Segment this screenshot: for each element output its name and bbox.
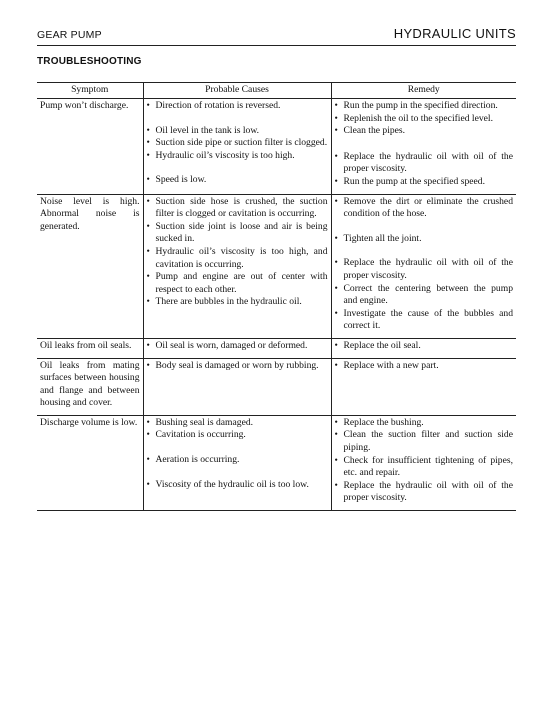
cause-item: • Direction of rotation is reversed.: [147, 100, 328, 113]
cause-item: • Suction side joint is loose and air is being sucked in.: [147, 221, 328, 246]
causes-cell: [143, 415, 331, 510]
remedy-item: • Replace the hydraulic oil with oil of the proper viscosity.: [335, 257, 514, 282]
symptom-cell: Pump won’t discharge.: [37, 99, 143, 195]
remedy-cell: [331, 194, 516, 338]
remedy-item: • Replace the hydraulic oil with oil of the proper viscosity.: [335, 151, 514, 176]
remedy-item: • Clean the suction filter and suction side piping.: [335, 429, 514, 454]
remedy-item: • Check for insufficient tightening of pipes, etc. and repair.: [335, 455, 514, 480]
column-header-remedy: Remedy: [331, 83, 516, 99]
remedy-cell: [331, 338, 516, 358]
table-row: [37, 415, 516, 510]
symptom-cell: Discharge volume is low.: [37, 415, 143, 510]
cause-item: • Bushing seal is damaged.: [147, 417, 328, 430]
section-title: TROUBLESHOOTING: [37, 56, 142, 67]
cause-item: • Aeration is occurring.: [147, 454, 328, 467]
causes-cell: [143, 338, 331, 358]
remedy-item: • Run the pump in the specified direction.: [335, 100, 514, 113]
remedy-cell: [331, 99, 516, 195]
cause-item: • Suction side pipe or suction filter is clogged.: [147, 137, 328, 150]
cause-item: • Body seal is damaged or worn by rubbing.: [147, 360, 328, 373]
cause-item: • Viscosity of the hydraulic oil is too low.: [147, 479, 328, 492]
column-header-causes: Probable Causes: [143, 83, 331, 99]
page-header: [37, 27, 516, 46]
remedy-item: • Replace the bushing.: [335, 417, 514, 430]
troubleshooting-table: [37, 82, 516, 511]
causes-cell: [143, 358, 331, 415]
cause-item: • Hydraulic oil’s viscosity is too high, and cavitation is occurring.: [147, 246, 328, 271]
cause-item: • Speed is low.: [147, 174, 328, 187]
cause-item: • Suction side hose is crushed, the suction filter is clogged or cavitation is occurring.: [147, 196, 328, 221]
table-row: [37, 338, 516, 358]
remedy-item: • Clean the pipes.: [335, 125, 514, 138]
table-header-row: [37, 83, 516, 99]
remedy-cell: [331, 358, 516, 415]
remedy-cell: [331, 415, 516, 510]
remedy-item: • Correct the centering between the pump and engine.: [335, 283, 514, 308]
chapter-name: HYDRAULIC UNITS: [393, 26, 516, 41]
table-row: [37, 194, 516, 338]
cause-item: • Hydraulic oil’s viscosity is too high.: [147, 150, 328, 163]
symptom-cell: Oil leaks from oil seals.: [37, 338, 143, 358]
remedy-item: • Tighten all the joint.: [335, 233, 514, 246]
symptom-cell: Oil leaks from mating surfaces between housing and flange and between housing and cover.: [37, 358, 143, 415]
table-row: [37, 358, 516, 415]
remedy-item: • Remove the dirt or eliminate the crushed condition of the hose.: [335, 196, 514, 221]
cause-item: • Pump and engine are out of center with respect to each other.: [147, 271, 328, 296]
cause-item: • Oil seal is worn, damaged or deformed.: [147, 340, 328, 353]
remedy-item: • Replenish the oil to the specified level.: [335, 113, 514, 126]
column-header-symptom: Symptom: [37, 83, 143, 99]
causes-cell: [143, 99, 331, 195]
section-name: GEAR PUMP: [37, 29, 102, 41]
cause-item: • Cavitation is occurring.: [147, 429, 328, 442]
remedy-item: • Replace the hydraulic oil with oil of the proper viscosity.: [335, 480, 514, 505]
symptom-cell: Noise level is high. Abnormal noise is generated.: [37, 194, 143, 338]
causes-cell: [143, 194, 331, 338]
remedy-item: • Replace with a new part.: [335, 360, 514, 373]
table-row: [37, 99, 516, 195]
remedy-item: • Run the pump at the specified speed.: [335, 176, 514, 189]
cause-item: • Oil level in the tank is low.: [147, 125, 328, 138]
remedy-item: • Replace the oil seal.: [335, 340, 514, 353]
remedy-item: • Investigate the cause of the bubbles and correct it.: [335, 308, 514, 333]
cause-item: • There are bubbles in the hydraulic oil.: [147, 296, 328, 309]
